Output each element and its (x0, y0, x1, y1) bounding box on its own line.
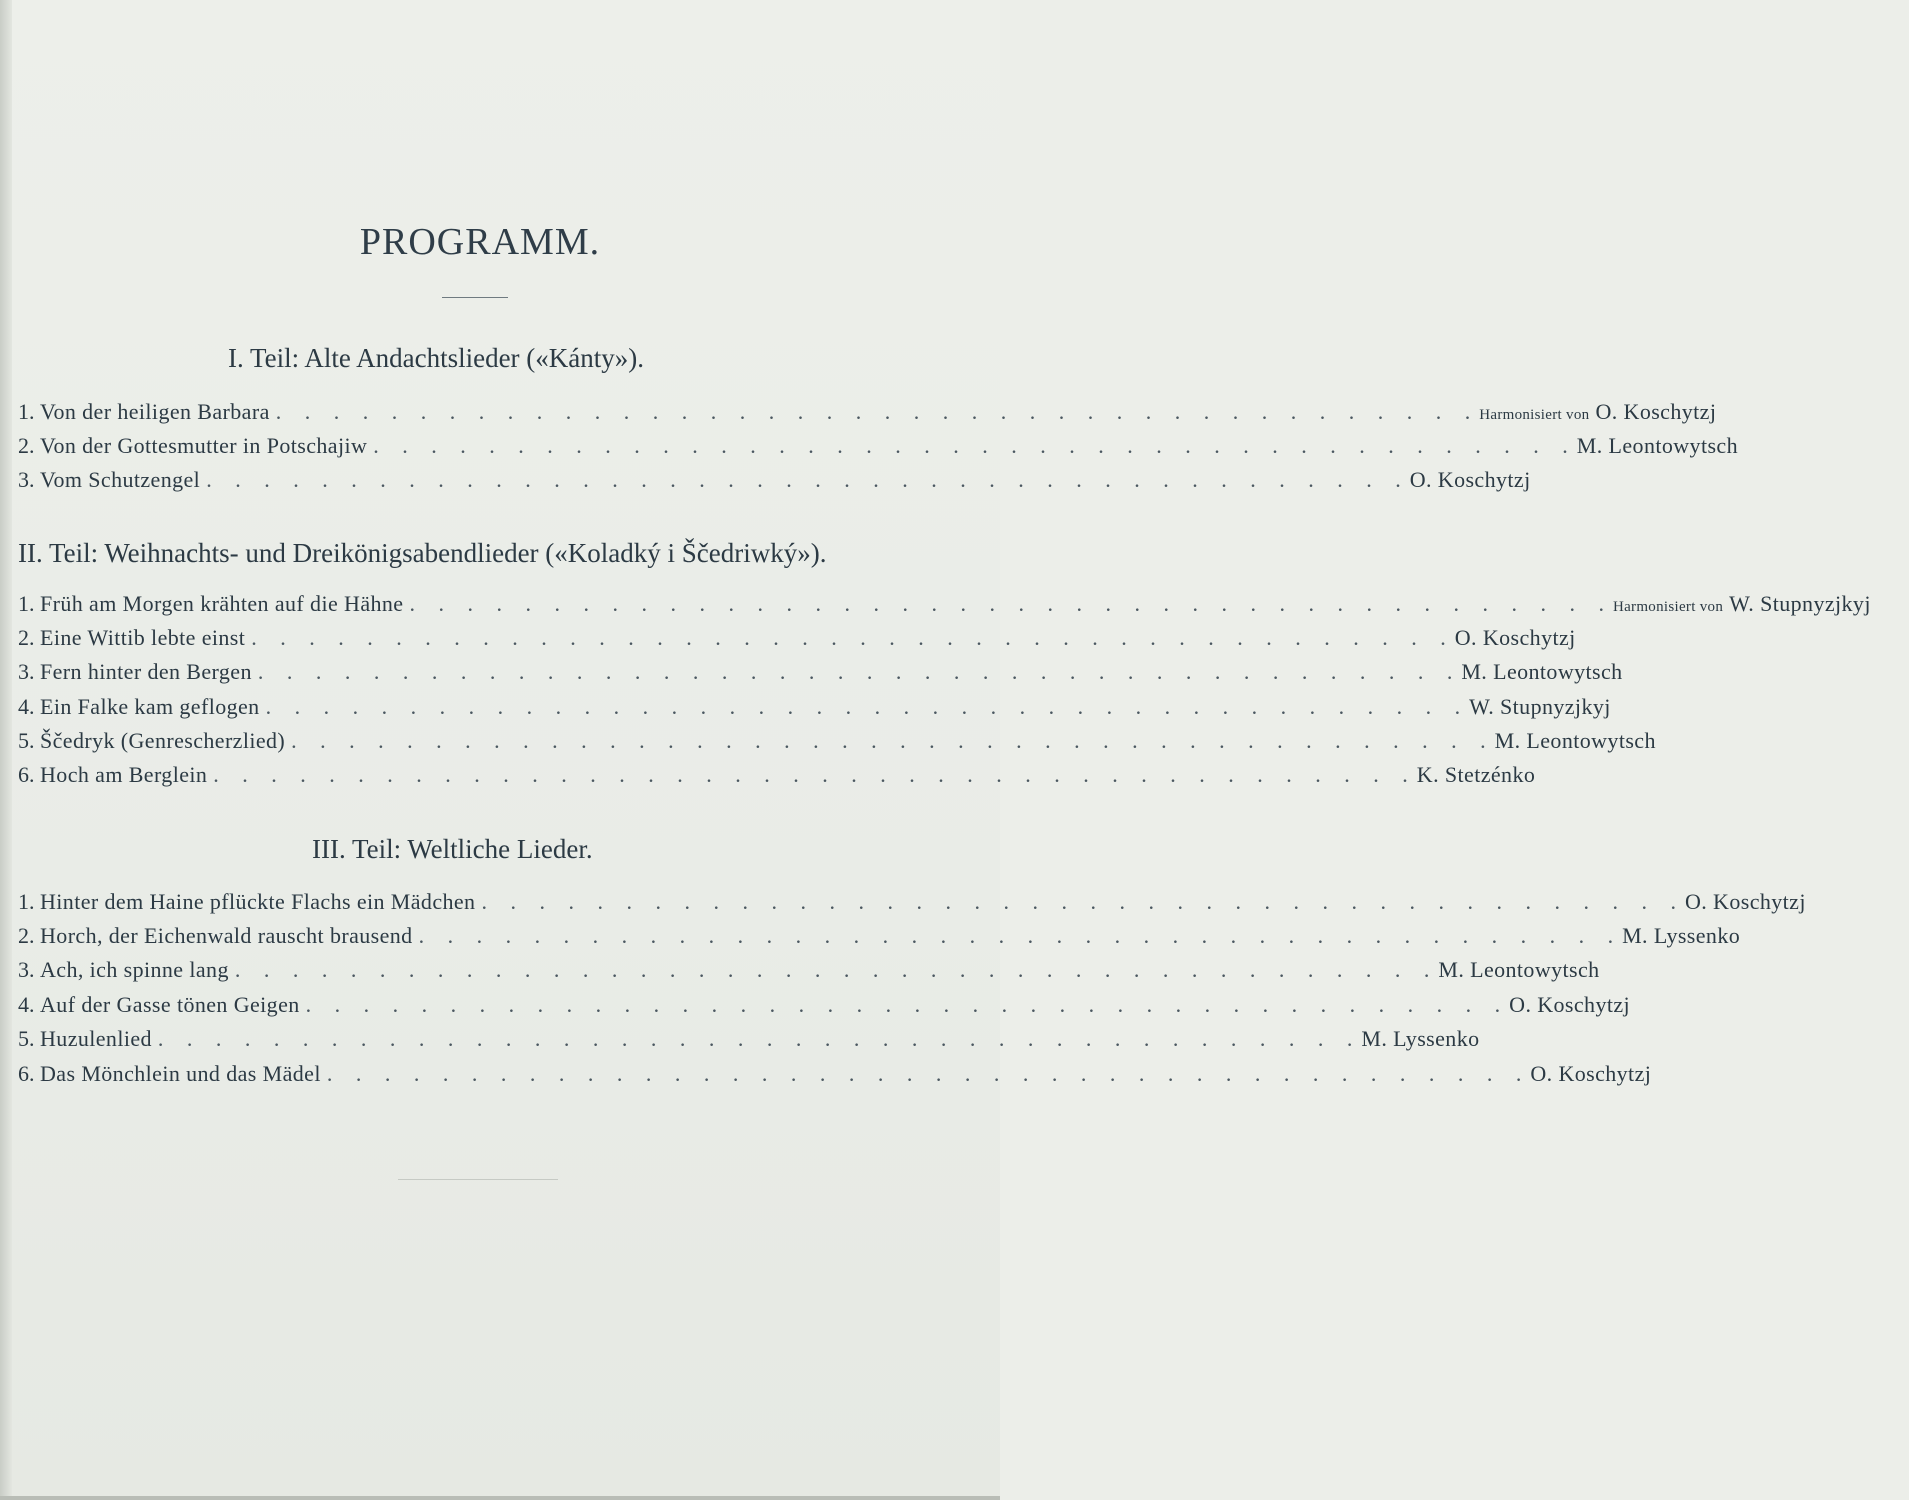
closing-divider (398, 1179, 558, 1180)
section-heading-1: I. Teil: Alte Andachtslieder («Kánty»). (228, 343, 645, 373)
item-number: 6. (18, 1061, 35, 1086)
composer-name: O. Koschytzj (1509, 992, 1631, 1017)
composer-name: M. Leontowytsch (1494, 728, 1656, 753)
song-title: Huzulenlied (40, 1026, 152, 1051)
section-heading-3: III. Teil: Weltliche Lieder. (312, 834, 593, 864)
composer-name: M. Leontowytsch (1576, 433, 1738, 458)
page-bottom-edge (0, 1496, 1000, 1500)
dot-leader: . . . . . . . . . . . . . . . . . . . . . . . . . . . . . . . . . . . . . . . . . . (213, 762, 1417, 787)
dot-leader: . . . . . . . . . . . . . . . . . . . . . . . . . . . . . . . . . . . . . . . . . . (275, 399, 1480, 424)
item-number: 1. (18, 591, 35, 616)
dot-leader: . . . . . . . . . . . . . . . . . . . . . . . . . . . . . . . . . . . . . . . . . . (481, 889, 1685, 914)
song-title: Von der Gottesmutter in Potschajiw (40, 433, 368, 458)
program-row (18, 591, 1871, 625)
item-number: 1. (18, 399, 35, 424)
composer-name: M. Leontowytsch (1461, 659, 1623, 684)
item-number: 5. (18, 728, 35, 753)
program-row (18, 625, 1576, 659)
composer-name: O. Koschytzj (1409, 467, 1531, 492)
composer-name: O. Koschytzj (1684, 889, 1806, 914)
item-number: 1. (18, 889, 35, 914)
program-row (18, 399, 1717, 433)
item-number: 3. (18, 467, 35, 492)
composer-name: M. Lyssenko (1622, 923, 1741, 948)
song-title: Ščedryk (Genrescherzlied) (40, 728, 286, 753)
dot-leader: . . . . . . . . . . . . . . . . . . . . . . . . . . . . . . . . . . . . . . . . . . (409, 591, 1613, 616)
dot-leader: . . . . . . . . . . . . . . . . . . . . . . . . . . . . . . . . . . . . . . . . . . (265, 694, 1470, 719)
arranger-note: Harmonisiert von (1612, 599, 1724, 615)
composer-name: O. Koschytzj (1454, 625, 1576, 650)
song-title: Auf der Gasse tönen Geigen (40, 992, 300, 1017)
composer-name: W. Stupnyzjkyj (1729, 591, 1871, 616)
program-row (18, 957, 1600, 991)
program-row (18, 889, 1806, 923)
item-number: 5. (18, 1026, 35, 1051)
dot-leader: . . . . . . . . . . . . . . . . . . . . . . . . . . . . . . . . . . . . . . . . . . (305, 992, 1510, 1017)
song-title: Von der heiligen Barbara (40, 399, 270, 424)
song-title: Hinter dem Haine pflückte Flachs ein Mädchen (40, 889, 476, 914)
dot-leader: . . . . . . . . . . . . . . . . . . . . . . . . . . . . . . . . . . . . . . . . . . (234, 957, 1439, 982)
title-divider (442, 297, 508, 298)
item-number: 4. (18, 694, 35, 719)
song-title: Vom Schutzengel (40, 467, 201, 492)
dot-leader: . . . . . . . . . . . . . . . . . . . . . . . . . . . . . . . . . . . . . . . . . . (157, 1026, 1362, 1051)
composer-name: W. Stupnyzjkyj (1469, 694, 1611, 719)
song-title: Hoch am Berglein (40, 762, 208, 787)
section-heading-2: II. Teil: Weihnachts- und Dreikönigsabendlieder («Koladký i Ščedriwký»). (18, 538, 827, 568)
dot-leader: . . . . . . . . . . . . . . . . . . . . . . . . . . . . . . . . . . . . . . . . . . (373, 433, 1577, 458)
dot-leader: . . . . . . . . . . . . . . . . . . . . . . . . . . . . . . . . . . . . . . . . . . (326, 1061, 1531, 1086)
dot-leader: . . . . . . . . . . . . . . . . . . . . . . . . . . . . . . . . . . . . . . . . . . (291, 728, 1495, 753)
arranger-note: Harmonisiert von (1479, 407, 1590, 423)
item-number: 4. (18, 992, 35, 1017)
song-title: Eine Wittib lebte einst (40, 625, 246, 650)
program-row (18, 1061, 1652, 1095)
dot-leader: . . . . . . . . . . . . . . . . . . . . . . . . . . . . . . . . . . . . . . . . . . (206, 467, 1410, 492)
program-row (18, 659, 1623, 693)
song-title: Horch, der Eichenwald rauscht brausend (40, 923, 413, 948)
composer-name: O. Koschytzj (1530, 1061, 1652, 1086)
song-title: Fern hinter den Bergen (40, 659, 252, 684)
program-row (18, 762, 1536, 796)
item-number: 6. (18, 762, 35, 787)
item-number: 3. (18, 957, 35, 982)
program-row (18, 1026, 1480, 1060)
item-number: 2. (18, 625, 35, 650)
dot-leader: . . . . . . . . . . . . . . . . . . . . . . . . . . . . . . . . . . . . . . . . . . (251, 625, 1455, 650)
composer-name: O. Koschytzj (1595, 399, 1717, 424)
song-title: Früh am Morgen krähten auf die Hähne (40, 591, 404, 616)
program-row (18, 923, 1741, 957)
item-number: 2. (18, 923, 35, 948)
composer-name: K. Stetzénko (1416, 762, 1536, 787)
song-title: Ach, ich spinne lang (40, 957, 229, 982)
program-row (18, 992, 1631, 1026)
item-number: 3. (18, 659, 35, 684)
dot-leader: . . . . . . . . . . . . . . . . . . . . . . . . . . . . . . . . . . . . . . . . . . (257, 659, 1462, 684)
program-row (18, 694, 1611, 728)
item-number: 2. (18, 433, 35, 458)
program-row (18, 728, 1656, 762)
program-row (18, 433, 1738, 467)
song-title: Ein Falke kam geflogen (40, 694, 260, 719)
composer-name: M. Leontowytsch (1438, 957, 1600, 982)
song-title: Das Mönchlein und das Mädel (40, 1061, 321, 1086)
composer-name: M. Lyssenko (1361, 1026, 1480, 1051)
dot-leader: . . . . . . . . . . . . . . . . . . . . . . . . . . . . . . . . . . . . . . . . . . (418, 923, 1623, 948)
program-row (18, 467, 1531, 501)
page-title: PROGRAMM. (359, 221, 601, 263)
